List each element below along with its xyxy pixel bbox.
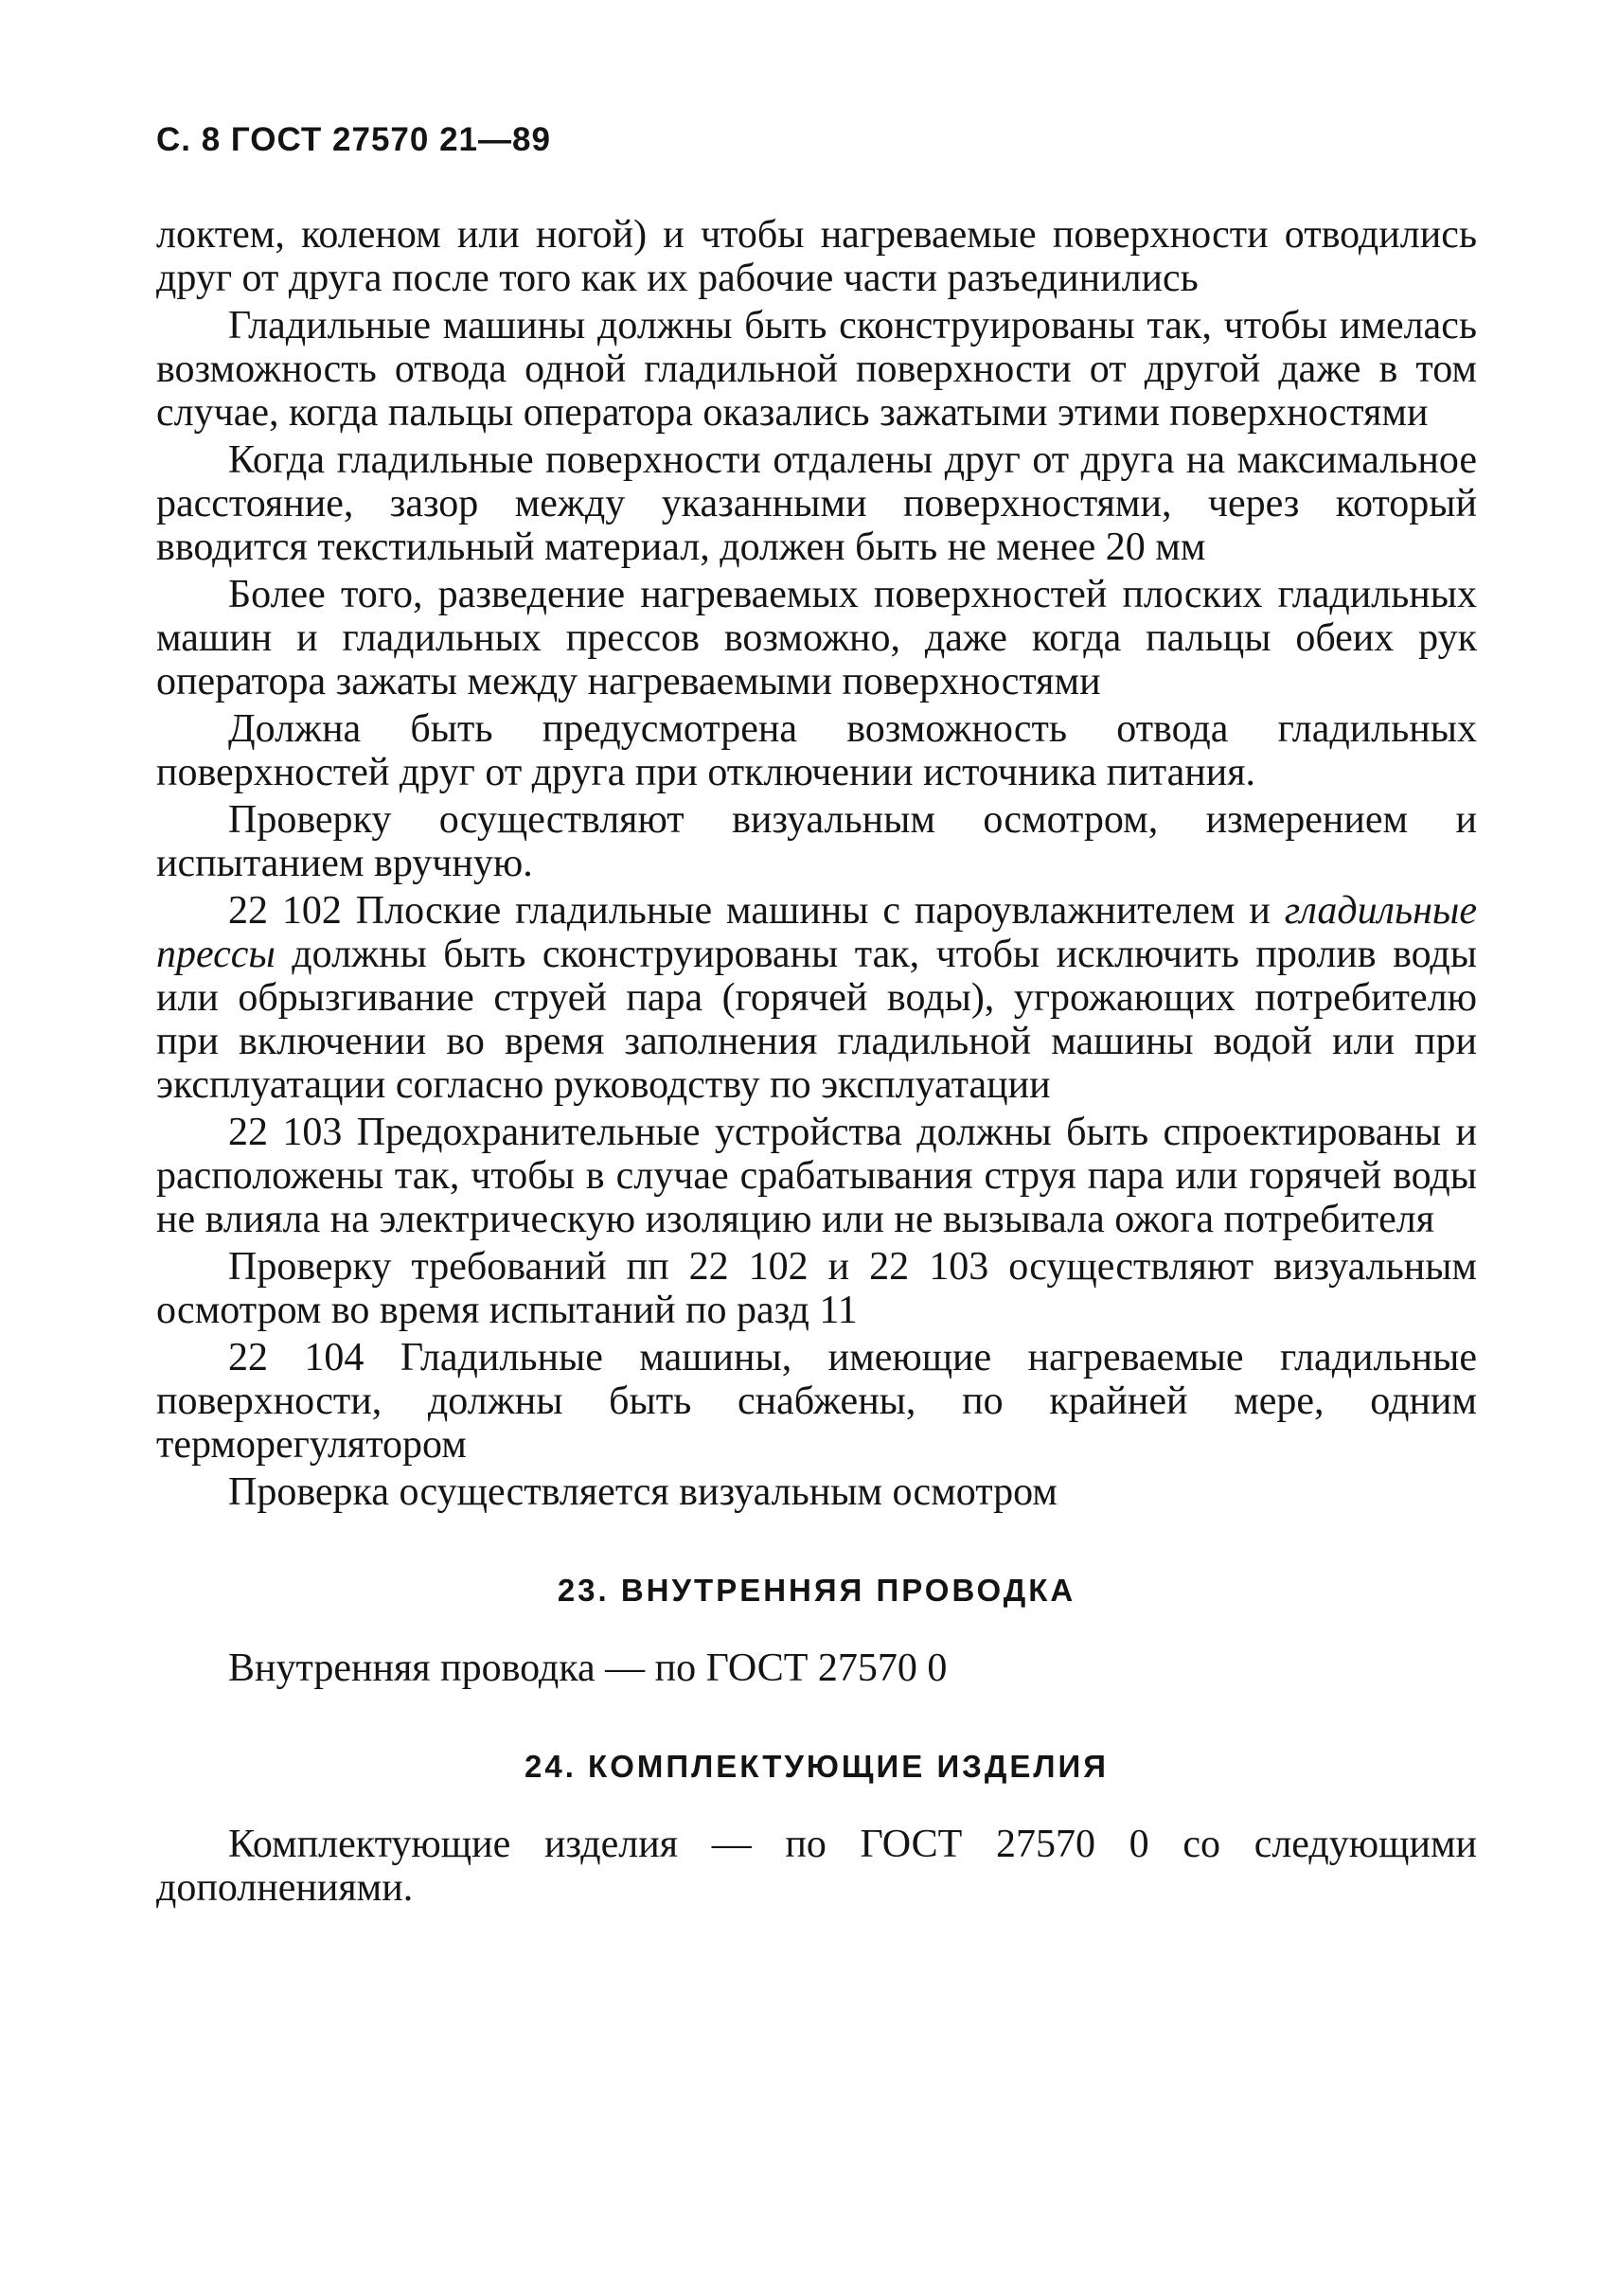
paragraph-check-method: Проверку осуществляют визуальным осмотром, измерением и испытанием вручную. <box>156 798 1477 885</box>
section-23-heading: 23. ВНУТРЕННЯЯ ПРОВОДКА <box>557 1573 1076 1608</box>
clause-22-102 <box>156 889 1477 1107</box>
clause-22-102-prefix: 22 102 Плоские гладильные машины с пароувлажнителем и <box>228 889 1285 933</box>
paragraph-visual-check: Проверка осуществляется визуальным осмотром <box>228 1470 1058 1514</box>
clause-22-102-suffix: должны быть сконструированы так, чтобы исключить пролив воды или обрызгивание струей пара (горячей воды), угрожающих потребителю при включении во время заполнения гладильной машины водой или при эксплуатации согласно руководству по эксплуатации <box>156 933 1477 1107</box>
paragraph-ironing-machines-design: Гладильные машины должны быть сконструированы так, чтобы имелась возможность отвода одной гладильной поверхности от другой даже в том случае, когда пальцы оператора оказались зажатыми этими поверхностями <box>156 304 1477 435</box>
section-24-heading: 24. КОМПЛЕКТУЮЩИЕ ИЗДЕЛИЯ <box>525 1749 1109 1784</box>
clause-22-104: 22 104 Гладильные машины, имеющие нагреваемые гладильные поверхности, должны быть снабжены, по крайней мере, одним терморегулятором <box>156 1336 1477 1467</box>
clause-22-102-italic: гладильные прессы <box>156 889 1477 976</box>
paragraph-surface-separation: Более того, разведение нагреваемых поверхностей плоских гладильных машин и гладильных прессов возможно, даже когда пальцы обеих рук оператора зажаты между нагреваемыми поверхностями <box>156 573 1477 703</box>
clause-22-103: 22 103 Предохранительные устройства должны быть спроектированы и расположены так, чтобы в случае срабатывания струя пара или горячей воды не влияла на электрическую изоляцию или не вызывала ожога потребителя <box>156 1111 1477 1241</box>
section-24-text: Комплектующие изделия — по ГОСТ 27570 0 со следующими дополнениями. <box>156 1823 1477 1910</box>
paragraph-requirements-check: Проверку требований пп 22 102 и 22 103 осуществляют визуальным осмотром во время испытаний по разд 11 <box>156 1245 1477 1332</box>
section-23-text: Внутренняя проводка — по ГОСТ 27570 0 <box>228 1646 948 1690</box>
paragraph-power-off-retraction: Должна быть предусмотрена возможность отвода гладильных поверхностей друг от друга при отключении источника питания. <box>156 707 1477 794</box>
paragraph-gap-requirement: Когда гладильные поверхности отдалены друг от друга на максимальное расстояние, зазор между указанными поверхностями, через который вводится текстильный материал, должен быть не менее 20 мм <box>156 438 1477 569</box>
paragraph-continuation: локтем, коленом или ногой) и чтобы нагреваемые поверхности отводились друг от друга после того как их рабочие части разъединились <box>156 213 1477 300</box>
document-body <box>156 213 1477 1913</box>
page-running-head: С. 8 ГОСТ 27570 21—89 <box>156 121 551 158</box>
